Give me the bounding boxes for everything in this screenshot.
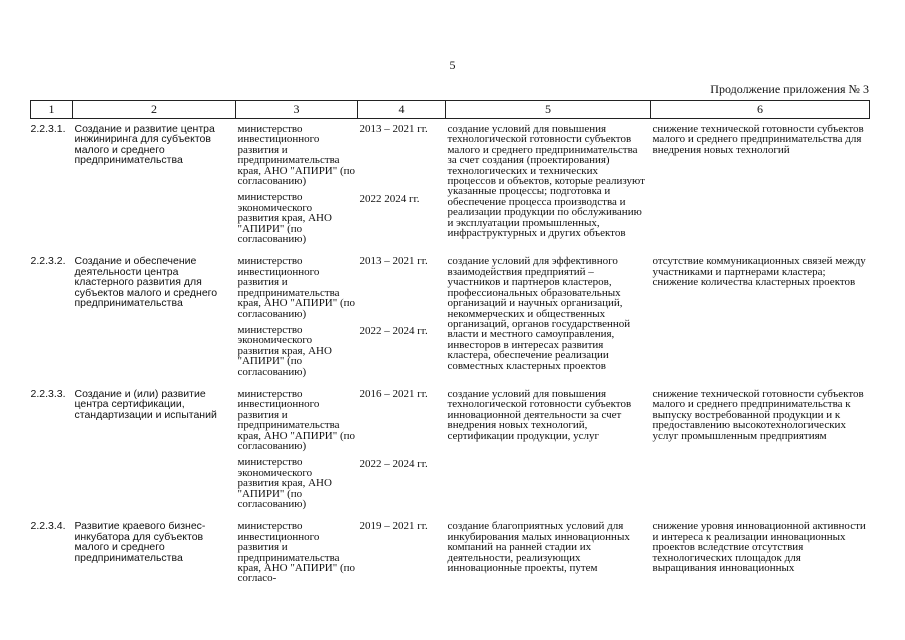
period: 2022 – 2024 гг. — [359, 457, 428, 470]
executor: министерство инвестиционного развития и предпринимательства края, АНО "АПИРИ" (по согласованию) — [237, 255, 356, 320]
item-title: Создание и развитие центра инжиниринга для субъектов малого и среднего предпринимательства — [74, 123, 215, 167]
table-row — [31, 387, 870, 515]
periods-cell — [358, 387, 446, 515]
table-row — [31, 254, 870, 382]
appendix-table — [30, 100, 870, 590]
periods-cell — [358, 519, 446, 589]
header-row — [31, 101, 870, 119]
executor: министерство инвестиционного развития и предпринимательства края, АНО "АПИРИ" (по согласо- — [237, 520, 356, 585]
col-header: 1 — [31, 101, 73, 119]
item-number: 2.2.3.4. — [30, 520, 66, 533]
page-number: 5 — [449, 58, 456, 72]
item-number: 2.2.3.3. — [30, 387, 66, 400]
col-header: 6 — [651, 101, 870, 119]
consequence-cell: снижение технической готовности субъектов малого и среднего предпринимательства для внедрения новых технологий — [652, 123, 864, 156]
executors-cell — [236, 254, 358, 382]
consequence-cell: отсутствие коммуникационных связей между участниками и партнерами кластера; снижение количества кластерных проектов — [652, 255, 866, 289]
executors-cell — [236, 387, 358, 515]
period: 2013 – 2021 гг. — [359, 123, 428, 135]
executor: министерство инвестиционного развития и предпринимательства края, АНО "АПИРИ" (по согласованию) — [237, 387, 356, 452]
item-title: Развитие краевого бизнес-инкубатора для субъектов малого и среднего предпринимательства — [74, 520, 206, 564]
result-cell: создание условий для эффективного взаимодействия предприятий – участников и партнеров кластеров, профессиональных образовательных организаций и научных организаций, некоммерческих и общественных организаций, органов государственной власти и местного самоуправления, инвесторов в интересах развития кластера, обеспечение реализации совместных кластерных проектов — [447, 255, 631, 372]
period: 2022 2024 гг. — [359, 193, 420, 205]
result-cell: создание благоприятных условий для инкубирования малых инновационных компаний на ранней стадии их деятельности, реализующих инновационные проекты, путем — [447, 520, 630, 575]
period: 2022 – 2024 гг. — [359, 325, 428, 338]
item-title: Создание и обеспечение деятельности центра кластерного развития для субъектов малого и среднего предпринимательства — [74, 255, 218, 310]
period: 2019 – 2021 гг. — [359, 520, 428, 533]
period: 2016 – 2021 гг. — [359, 387, 428, 400]
item-number: 2.2.3.2. — [30, 255, 66, 268]
col-header: 4 — [358, 101, 446, 119]
executor: министерство экономического развития края, АНО "АПИРИ" (по согласованию) — [237, 456, 332, 510]
table-row — [31, 519, 870, 589]
period: 2013 – 2021 гг. — [359, 255, 428, 268]
table-row — [31, 119, 870, 251]
item-title: Создание и (или) развитие центра сертификации, стандартизации и испытаний — [74, 387, 217, 421]
periods-cell — [358, 254, 446, 382]
executor: министерство экономического развития края, АНО "АПИРИ" (по согласованию) — [237, 191, 332, 246]
col-header: 3 — [236, 101, 358, 119]
col-header: 2 — [73, 101, 236, 119]
item-number: 2.2.3.1. — [30, 123, 66, 135]
periods-cell — [358, 119, 446, 251]
result-cell: создание условий для повышения технологической готовности субъектов малого и среднего предпринимательства за счет создания (проектирования) технологических и технических процессов и объектов, которые реализуют указанные процессы; подготовка и обеспечение процесса производства и реализации продукции по обслуживанию и эксплуатации промышленных, инфраструктурных и других объектов — [447, 123, 645, 240]
executor: министерство экономического развития края, АНО "АПИРИ" (по согласованию) — [237, 323, 332, 378]
executors-cell — [236, 119, 358, 251]
executors-cell — [236, 519, 358, 589]
col-header: 5 — [446, 101, 651, 119]
consequence-cell: снижение уровня инновационной активности и интереса к реализации инновационных проектов вследствие отсутствия технологических площадок для выращивания инновационных — [652, 520, 866, 575]
continuation-label: Продолжение приложения № 3 — [710, 82, 869, 96]
executor: министерство инвестиционного развития и предпринимательства края, АНО "АПИРИ" (по согласованию) — [237, 123, 356, 188]
consequence-cell: снижение технической готовности субъектов малого и среднего предпринимательства к выпуску востребованной продукции и к предоставлению высокотехнологических услуг промышленным предприятиям — [652, 387, 864, 442]
result-cell: создание условий для повышения технологической готовности субъектов инновационной деятельности за счет внедрения новых технологий, сертификации продукции, услуг — [447, 387, 632, 442]
